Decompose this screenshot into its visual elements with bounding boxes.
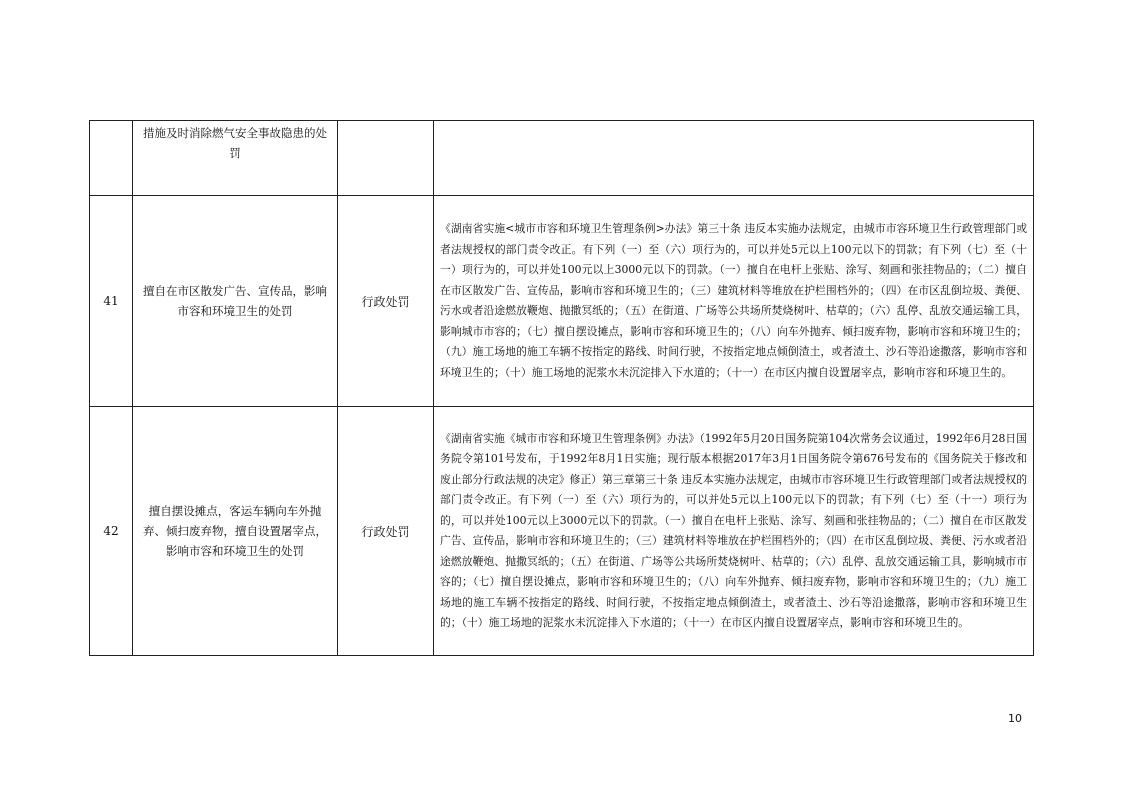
legal-basis: 《湖南省实施<城市市容和环境卫生管理条例>办法》第三十条 违反本实施办法规定，由城市市容环境卫生行政管理部门或者法规授权的部门责令改正。有下列（一）至（六）项行为的，可以并处5元以上100元以下的罚款；有下列（七）至（十一）项行为的，可以并处100元以上3000元以下的罚款。（一）擅自在电杆上张贴、涂写、刻画和张挂物品的；（二）擅自在市区散发广告、宣传品，影响市容和环境卫生的；（三）建筑材料等堆放在护栏围档外的；（四）在市区乱倒垃圾、粪便、污水或者沿途燃放鞭炮、抛撒冥纸的；（五）在街道、广场等公共场所焚烧树叶、枯草的；（六）乱停、乱放交通运输工具，影响城市市容的；（七）擅自摆设摊点，影响市容和环境卫生的；（八）向车外抛弃、倾扫废弃物，影响市容和环境卫生的；（九）施工场地的施工车辆不按指定的路线、时间行驶，不按指定地点倾倒渣土，或者渣土、沙石等沿途撒落，影响市容和环境卫生的；（十）施工场地的泥浆水未沉淀排入下水道的；（十一）在市区内擅自设置屠宰点，影响市容和环境卫生的。 [434, 196, 1034, 407]
row-number: 42 [90, 407, 133, 656]
table-row [90, 407, 1034, 656]
table-row [90, 121, 1034, 196]
item-name: 措施及时消除燃气安全事故隐患的处罚 [133, 121, 338, 196]
penalty-type: 行政处罚 [338, 407, 434, 656]
penalty-type: 行政处罚 [338, 196, 434, 407]
penalty-table [89, 120, 1034, 656]
row-number [90, 121, 133, 196]
table-row [90, 196, 1034, 407]
page-number: 10 [1008, 712, 1022, 725]
row-number: 41 [90, 196, 133, 407]
penalty-type [338, 121, 434, 196]
legal-basis: 《湖南省实施《城市市容和环境卫生管理条例》办法》（1992年5月20日国务院第104次常务会议通过，1992年6月28日国务院令第101号发布，于1992年8月1日实施；现行版本根据2017年3月1日国务院令第676号发布的《国务院关于修改和废止部分行政法规的决定》修正）第三章第三十条 违反本实施办法规定，由城市市容环境卫生行政管理部门或者法规授权的部门责令改正。有下列（一）至（六）项行为的，可以并处5元以上100元以下的罚款；有下列（七）至（十一）项行为的，可以并处100元以上3000元以下的罚款。（一）擅自在电杆上张贴、涂写、刻画和张挂物品的；（二）擅自在市区散发广告、宣传品，影响市容和环境卫生的；（三）建筑材料等堆放在护栏围档外的；（四）在市区乱倒垃圾、粪便、污水或者沿途燃放鞭炮、抛撒冥纸的；（五）在街道、广场等公共场所焚烧树叶、枯草的；（六）乱停、乱放交通运输工具，影响城市市容的；（七）擅自摆设摊点，影响市容和环境卫生的；（八）向车外抛弃、倾扫废弃物，影响市容和环境卫生的；（九）施工场地的施工车辆不按指定的路线、时间行驶，不按指定地点倾倒渣土，或者渣土、沙石等沿途撒落，影响市容和环境卫生的；（十）施工场地的泥浆水未沉淀排入下水道的；（十一）在市区内擅自设置屠宰点，影响市容和环境卫生的。 [434, 407, 1034, 656]
item-name: 擅自摆设摊点，客运车辆向车外抛弃、倾扫废弃物，擅自设置屠宰点，影响市容和环境卫生的处罚 [133, 407, 338, 656]
item-name: 擅自在市区散发广告、宣传品，影响市容和环境卫生的处罚 [133, 196, 338, 407]
legal-basis [434, 121, 1034, 196]
